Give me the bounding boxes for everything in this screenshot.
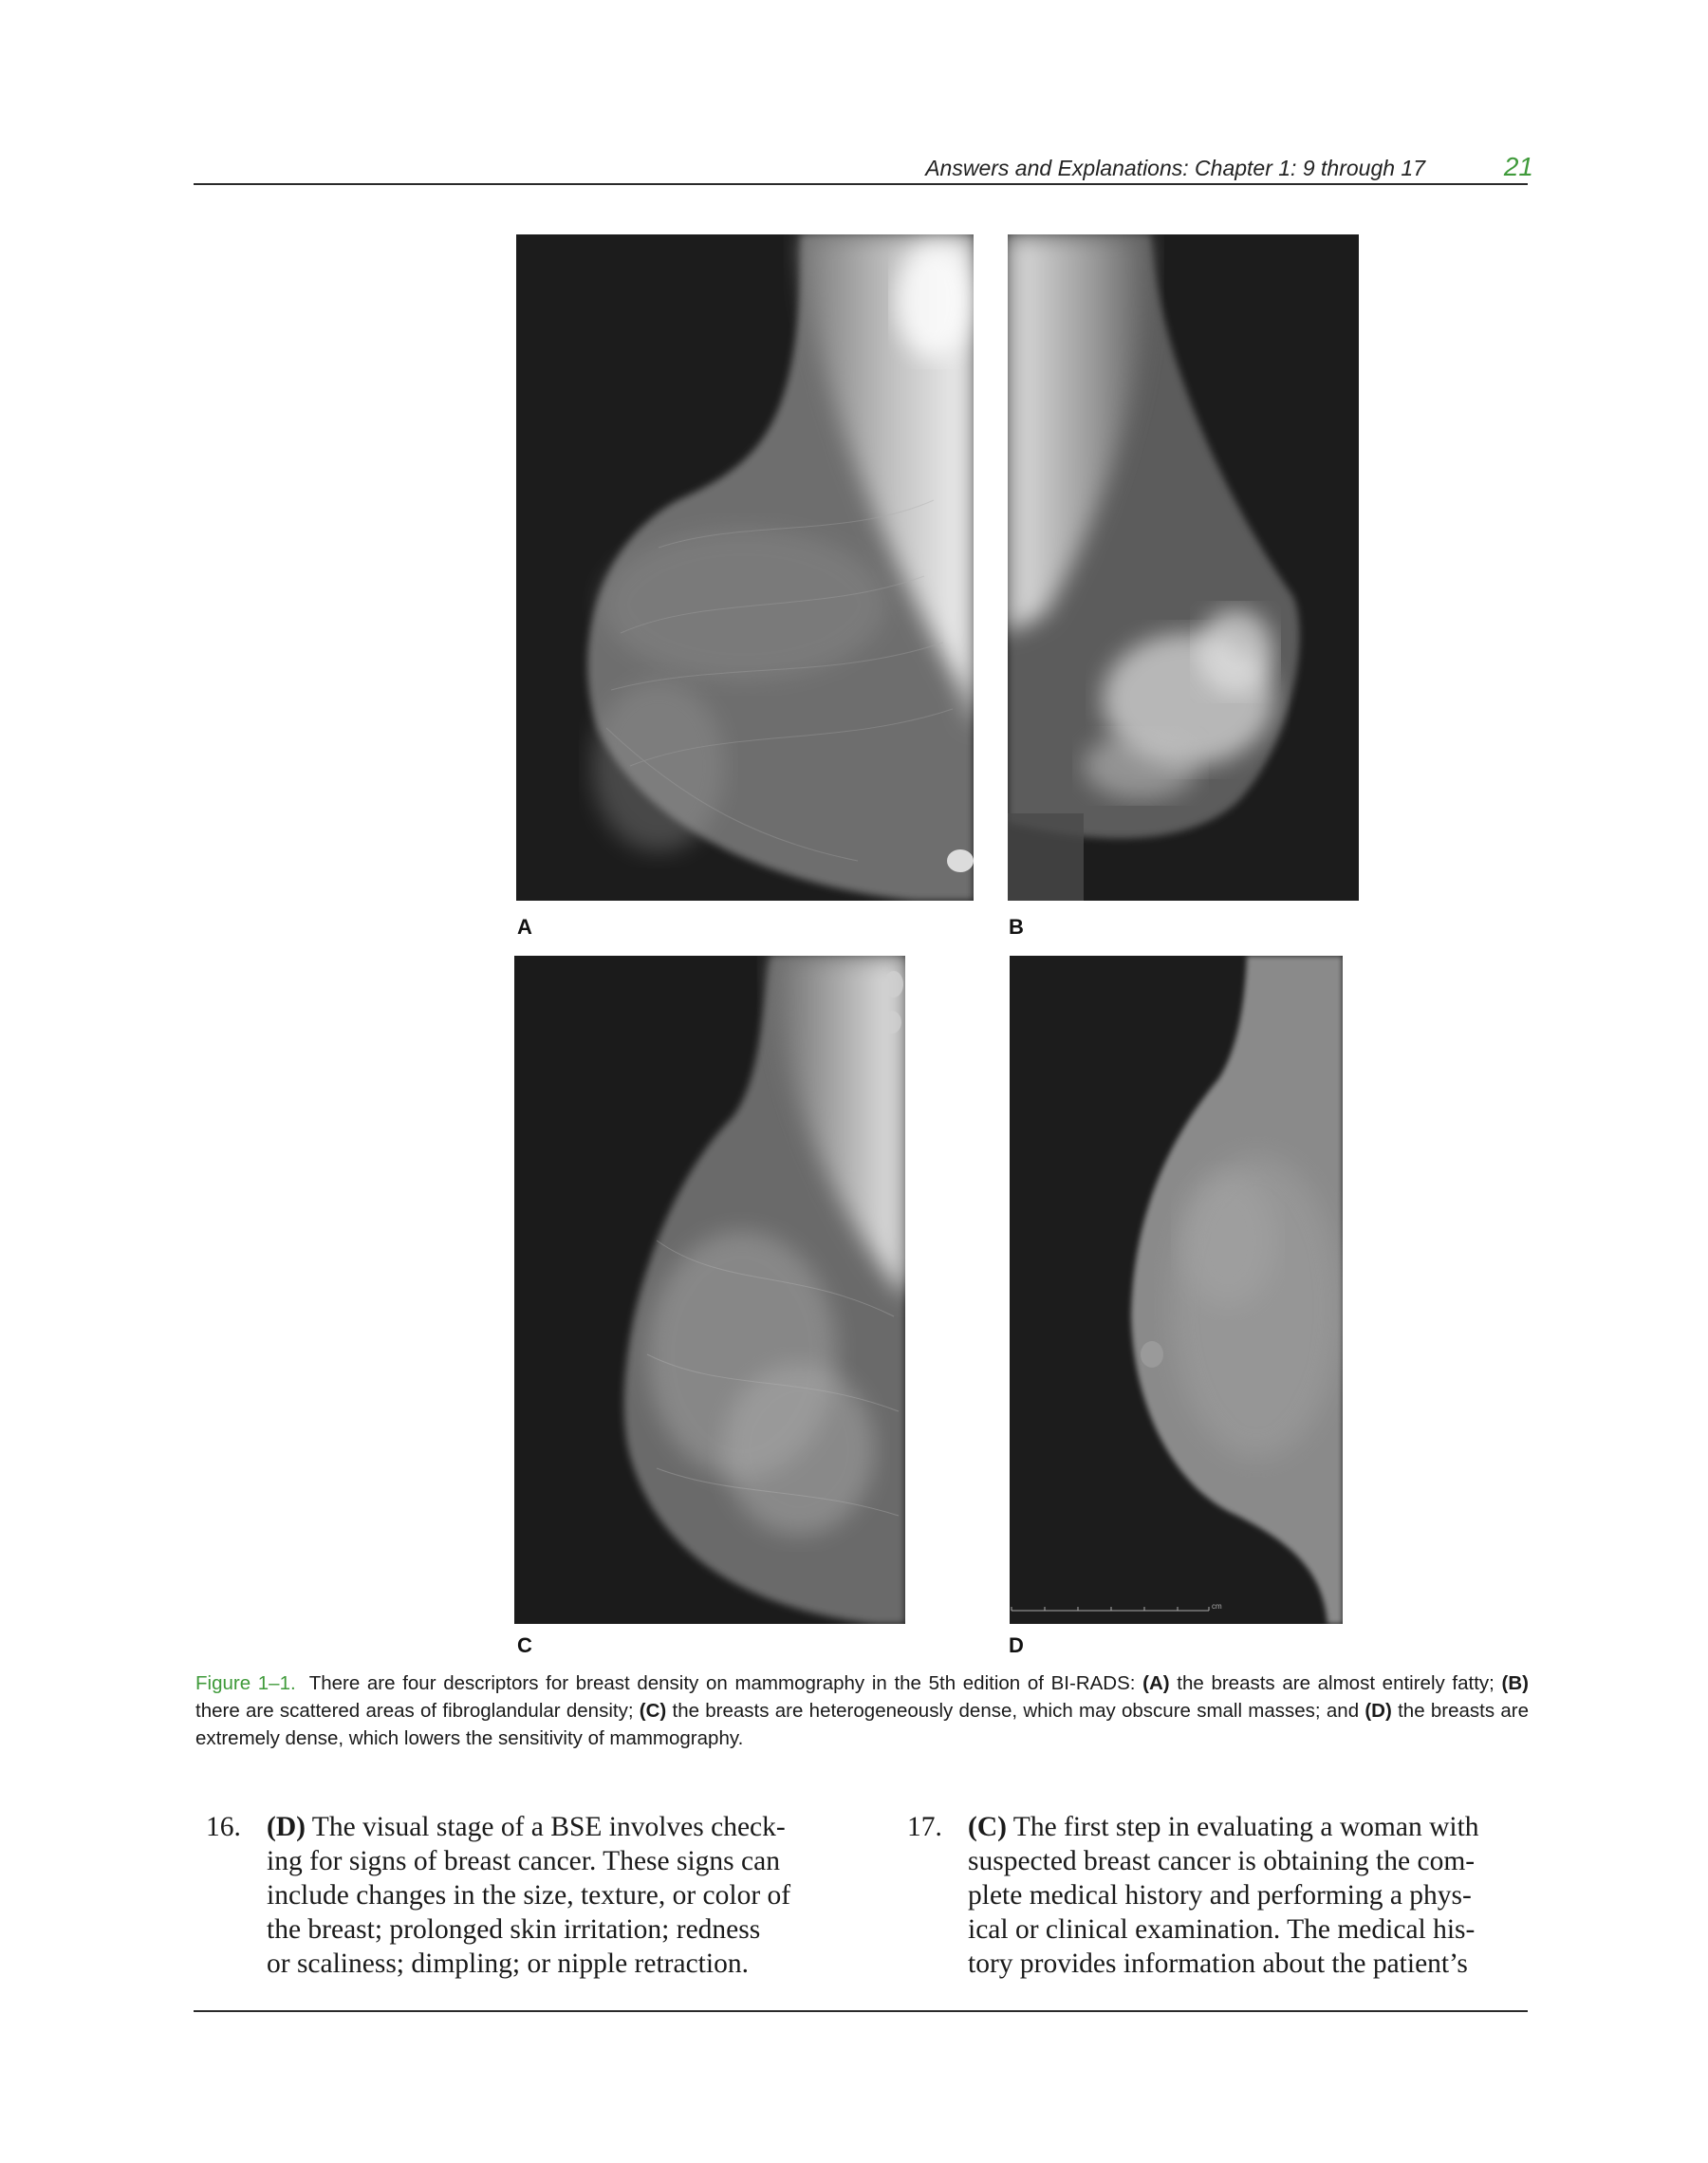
- figure-label: Figure 1–1.: [195, 1672, 296, 1694]
- caption-key-a: (A): [1142, 1672, 1170, 1694]
- caption-text-a: the breasts are almost entirely fatty;: [1169, 1672, 1502, 1694]
- answer-line: suspected breast cancer is obtaining the com-: [968, 1846, 1476, 1876]
- mammogram-c-image: [514, 956, 905, 1624]
- answer-text: [267, 1810, 823, 1981]
- answer-line: or scaliness; dimpling; or nipple retraction.: [267, 1949, 749, 1979]
- mammogram-b-image: [1008, 234, 1359, 901]
- caption-key-d: (D): [1365, 1700, 1392, 1722]
- mammogram-panel-c: [514, 956, 905, 1624]
- mammogram-panel-d: [1010, 956, 1343, 1624]
- header-rule: [194, 183, 1528, 185]
- answer-line: include changes in the size, texture, or color of: [267, 1880, 791, 1911]
- answer-line-text: The visual stage of a BSE involves check-: [305, 1812, 786, 1842]
- caption-text-c: the breasts are heterogeneously dense, which may obscure small masses; and: [666, 1700, 1365, 1722]
- answer-line: plete medical history and performing a phys-: [968, 1880, 1472, 1911]
- answer-text: [968, 1810, 1533, 1981]
- answer-line: tory provides information about the patient’s: [968, 1949, 1468, 1979]
- panel-label-d: D: [1009, 1633, 1024, 1657]
- mammogram-panel-b: [1008, 234, 1359, 901]
- answer-17: [907, 1810, 1533, 2000]
- answer-choice: (C): [968, 1812, 1007, 1842]
- panel-label-c: C: [517, 1633, 532, 1657]
- running-title: Answers and Explanations: Chapter 1: 9 through 17: [925, 156, 1425, 180]
- panel-label-a: A: [517, 915, 532, 939]
- answer-number: 16.: [206, 1812, 241, 1842]
- caption-text-d: the breasts are extremely dense, which lowers the sensitivity of mammography.: [195, 1700, 1529, 1749]
- answer-line: [968, 1810, 1533, 1844]
- caption-intro: There are four descriptors for breast density on mammography in the 5th edition of BI-RADS:: [308, 1672, 1143, 1694]
- answer-line: ing for signs of breast cancer. These signs can: [267, 1846, 780, 1876]
- answer-choice: (D): [267, 1812, 306, 1842]
- answer-line: the breast; prolonged skin irritation; redness: [267, 1914, 761, 1945]
- figure-caption: [195, 1669, 1529, 1752]
- panel-label-b: B: [1009, 915, 1024, 939]
- mammogram-a-image: [516, 234, 974, 901]
- page-number: 21: [1503, 152, 1533, 181]
- caption-key-b: (B): [1501, 1672, 1530, 1694]
- answer-line: ical or clinical examination. The medical his-: [968, 1914, 1476, 1945]
- answer-line-text: The first step in evaluating a woman with: [1006, 1812, 1479, 1842]
- mammogram-panel-a: [516, 234, 974, 901]
- caption-key-c: (C): [639, 1700, 667, 1722]
- footer-rule: [194, 2010, 1528, 2012]
- scale-unit-label: cm: [1212, 1602, 1222, 1611]
- answer-number: 17.: [907, 1812, 942, 1842]
- caption-text-b: there are scattered areas of fibroglandular density;: [195, 1700, 640, 1722]
- answer-line: [267, 1810, 823, 1844]
- mammogram-d-image: [1010, 956, 1343, 1624]
- answer-16: [206, 1810, 832, 2000]
